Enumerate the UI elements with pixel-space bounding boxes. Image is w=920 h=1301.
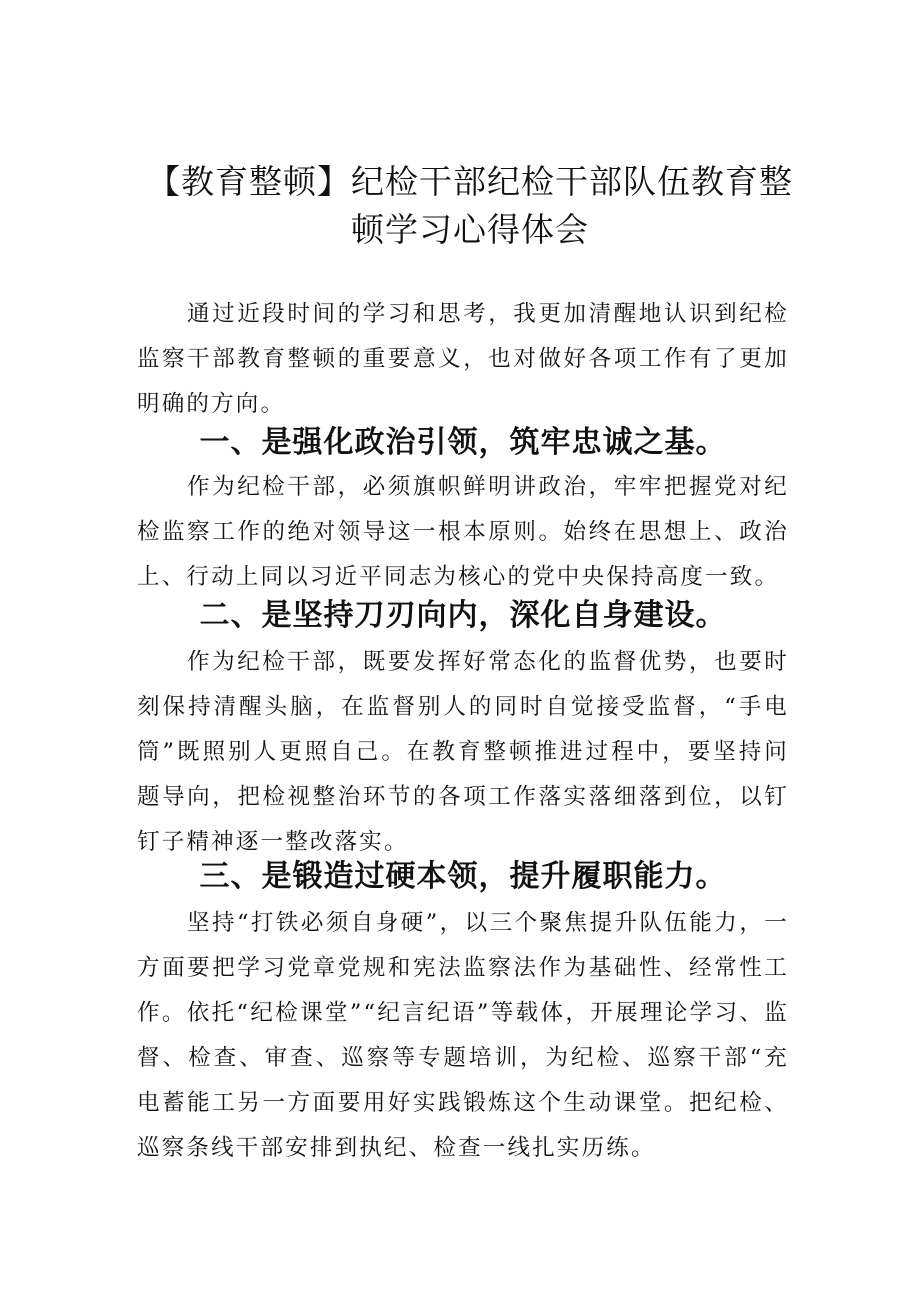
section-heading-1: 一、是强化政治引领，筑牢忠诚之基。: [199, 425, 727, 460]
section-body-2: 作为纪检干部，既要发挥好常态化的监督优势，也要时刻保持清醒头脑，在监督别人的同时自觉接受监督，“手电筒”既照别人更照自己。在教育整顿推进过程中，要坚持问题导向，把检视整治环节的各项工作落实落细落到位，以钉钉子精神逐一整改落实。: [137, 649, 789, 855]
section-heading-3: 三、是锻造过硬本领，提升履职能力。: [199, 859, 727, 894]
section-heading-2: 二、是坚持刀刃向内，深化自身建设。: [199, 598, 727, 633]
document-title: 【教育整顿】纪检干部纪检干部队伍教育整顿学习心得体会: [147, 162, 793, 249]
intro-paragraph: 通过近段时间的学习和思考，我更加清醒地认识到纪检监察干部教育整顿的重要意义，也对做好各项工作有了更加明确的方向。: [137, 301, 789, 417]
section-body-1: 作为纪检干部，必须旗帜鲜明讲政治，牢牢把握党对纪检监察工作的绝对领导这一根本原则。始终在思想上、政治上、行动上同以习近平同志为核心的党中央保持高度一致。: [137, 474, 789, 590]
section-body-3: 坚持“打铁必须自身硬”，以三个聚焦提升队伍能力，一方面要把学习党章党规和宪法监察法作为基础性、经常性工作。依托“纪检课堂”“纪言纪语”等载体，开展理论学习、监督、检查、审查、巡察等专题培训，为纪检、巡察干部“充电蓄能工另一方面要用好实践锻炼这个生动课堂。把纪检、巡察条线干部安排到执纪、检查一线扎实历练。: [137, 910, 789, 1161]
